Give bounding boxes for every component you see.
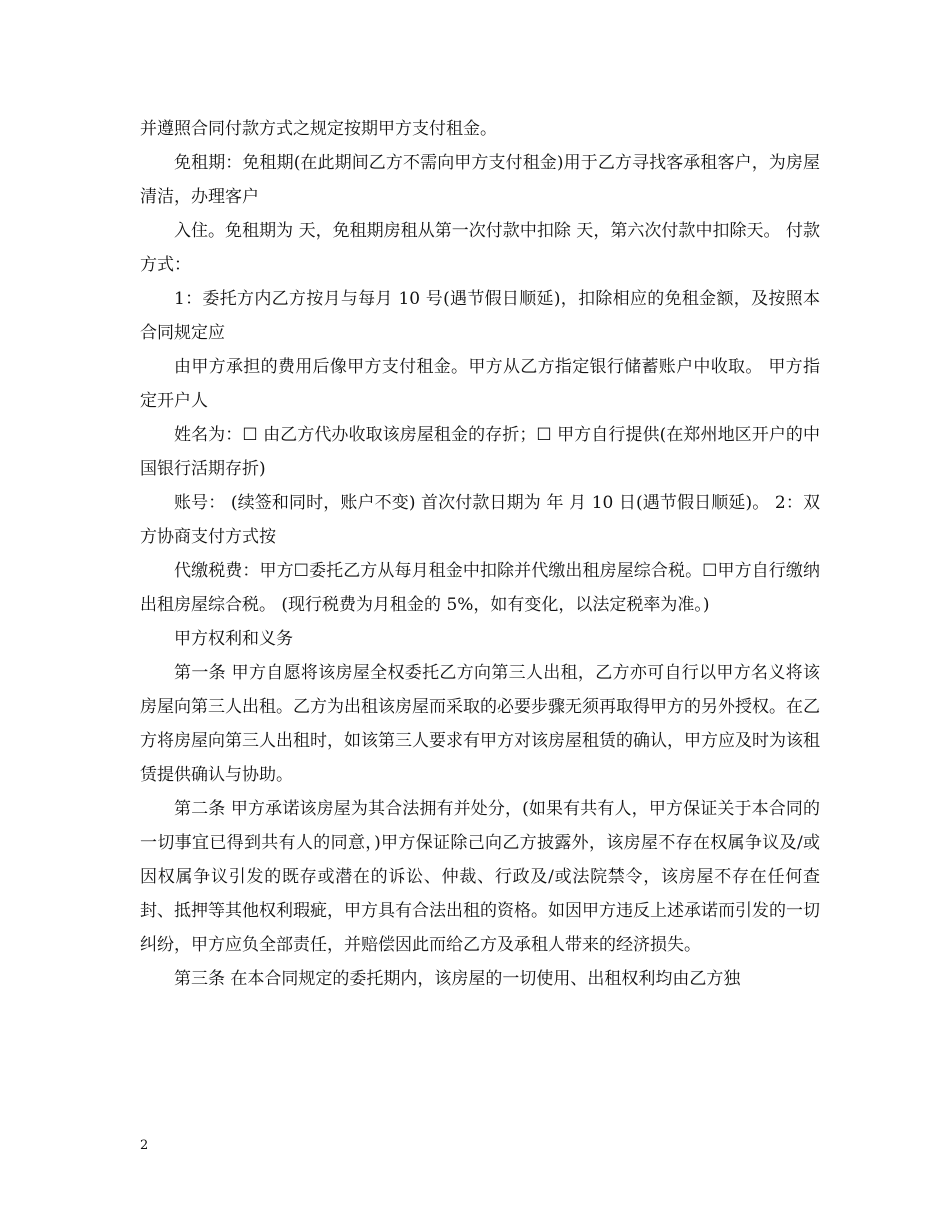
paragraph: 代缴税费：甲方☐委托乙方从每月租金中扣除并代缴出租房屋综合税。☐甲方自行缴纳出租房屋综合税。 (现行税费为月租金的 5%，如有变化，以法定税率为准。)	[140, 561, 820, 615]
paragraph: 账号： (续签和同时，账户不变) 首次付款日期为 年 月 10 日(遇节假日顺延)。 2：双方协商支付方式按	[140, 493, 820, 547]
paragraph: 第二条 甲方承诺该房屋为其合法拥有并处分，(如果有共有人，甲方保证关于本合同的一切事宜已得到共有人的同意，)甲方保证除己向乙方披露外，该房屋不存在权属争议及/或因权属争议引发的既存或潜在的诉讼、仲裁、行政及/或法院禁令，该房屋不存在任何查封、抵押等其他权利瑕疵，甲方具有合法出租的资格。如因甲方违反上述承诺而引发的一切纠纷，甲方应负全部责任，并赔偿因此而给乙方及承租人带来的经济损失。	[140, 799, 820, 955]
paragraph: 姓名为：☐ 由乙方代办收取该房屋租金的存折；☐ 甲方自行提供(在郑州地区开户的中国银行活期存折)	[140, 425, 820, 479]
paragraph: 第三条 在本合同规定的委托期内，该房屋的一切使用、出租权利均由乙方独	[174, 969, 741, 989]
document-body	[140, 112, 820, 996]
paragraph: 并遵照合同付款方式之规定按期甲方支付租金。	[140, 119, 497, 139]
paragraph: 1：委托方内乙方按月与每月 10 号(遇节假日顺延)，扣除相应的免租金额，及按照本合同规定应	[140, 289, 820, 343]
paragraph: 第一条 甲方自愿将该房屋全权委托乙方向第三人出租，乙方亦可自行以甲方名义将该房屋向第三人出租。乙方为出租该房屋而采取的必要步骤无须再取得甲方的另外授权。在乙方将房屋向第三人出租时，如该第三人要求有甲方对该房屋租赁的确认，甲方应及时为该租赁提供确认与协助。	[140, 663, 820, 785]
page-number: 2	[140, 1138, 149, 1153]
paragraph: 入住。免租期为 天，免租期房租从第一次付款中扣除 天，第六次付款中扣除天。 付款方式：	[140, 221, 820, 275]
paragraph: 甲方权利和义务	[174, 629, 293, 649]
paragraph: 由甲方承担的费用后像甲方支付租金。甲方从乙方指定银行储蓄账户中收取。 甲方指定开户人	[140, 357, 820, 411]
paragraph: 免租期：免租期(在此期间乙方不需向甲方支付租金)用于乙方寻找客承租客户，为房屋清洁，办理客户	[140, 153, 820, 207]
